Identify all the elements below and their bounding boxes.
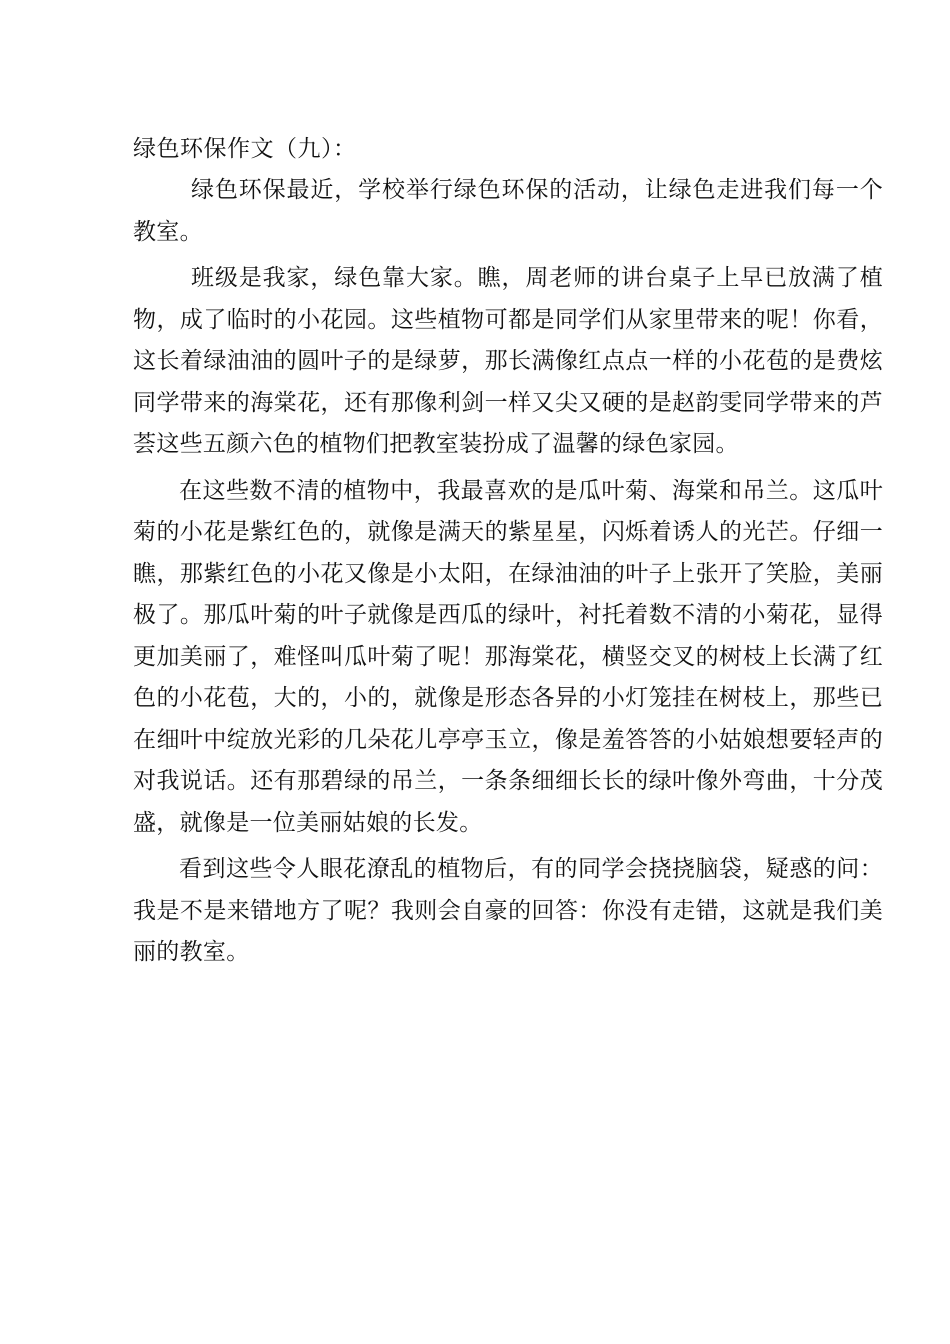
essay-body	[133, 130, 883, 974]
paragraph-classroom-plants: 班级是我家，绿色靠大家。瞧，周老师的讲台桌子上早已放满了植物，成了临时的小花园。这些植物可都是同学们从家里带来的呢！你看，这长着绿油油的圆叶子的是绿萝，那长满像红点点一样的小花苞的是费炫同学带来的海棠花，还有那像利剑一样又尖又硬的是赵韵雯同学带来的芦荟这些五颜六色的植物们把教室装扮成了温馨的绿色家园。	[133, 265, 883, 457]
paragraph-intro: 绿色环保最近，学校举行绿色环保的活动，让绿色走进我们每一个教室。	[133, 177, 883, 245]
paragraph-conclusion: 看到这些令人眼花潦乱的植物后，有的同学会挠挠脑袋，疑惑的问：我是不是来错地方了呢？我则会自豪的回答：你没有走错，这就是我们美丽的教室。	[133, 856, 883, 965]
essay-title: 绿色环保作文（九）：	[133, 136, 357, 162]
paragraph-favorite-plants: 在这些数不清的植物中，我最喜欢的是瓜叶菊、海棠和吊兰。这瓜叶菊的小花是紫红色的，就像是满天的紫星星，闪烁着诱人的光芒。仔细一瞧，那紫红色的小花又像是小太阳，在绿油油的叶子上张开了笑脸，美丽极了。那瓜叶菊的叶子就像是西瓜的绿叶，衬托着数不清的小菊花，显得更加美丽了，难怪叫瓜叶菊了呢！那海棠花，横竖交叉的树枝上长满了红色的小花苞，大的，小的，就像是形态各异的小灯笼挂在树枝上，那些已在细叶中绽放光彩的几朵花儿亭亭玉立，像是羞答答的小姑娘想要轻声的对我说话。还有那碧绿的吊兰，一条条细细长长的绿叶像外弯曲，十分茂盛，就像是一位美丽姑娘的长发。	[133, 477, 883, 836]
